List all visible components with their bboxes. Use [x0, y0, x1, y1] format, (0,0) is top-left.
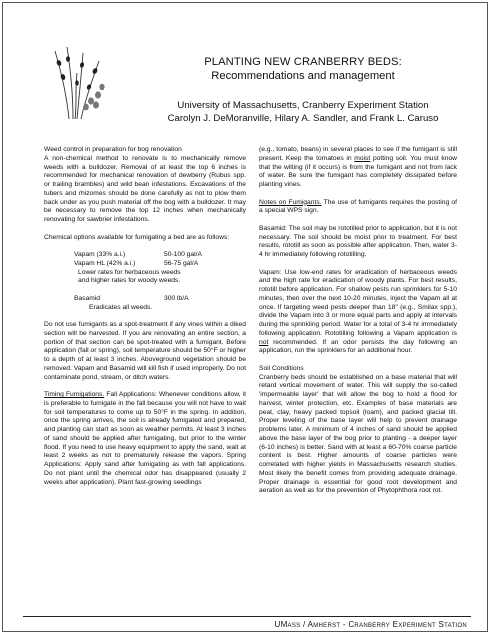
emphasis-moist: moist	[354, 154, 371, 162]
chemical-name: Vapam (33% a.i.)	[74, 251, 126, 259]
footer-text: UMass / Amherst - Cranberry Experiment Station	[274, 620, 467, 629]
section-heading-soil-conditions: Soil Conditions	[259, 364, 304, 372]
notes-label: Notes on Fumigants.	[259, 198, 322, 206]
emphasis-not: not	[259, 338, 269, 346]
paragraph-continued	[259, 146, 457, 190]
notes-text: The use of fumigants requires the posting of a special WPS sign.	[259, 198, 458, 215]
authors: Carolyn J. DeMoranville, Hilary A. Sandler, and Frank L. Caruso	[167, 113, 439, 124]
chemical-rate: 56-75 gal/A	[164, 259, 199, 267]
text-run: recommended. If an odor persists the day following an application, run the sprinklers for an additional hour.	[259, 338, 457, 355]
title-block	[138, 55, 468, 83]
timing-label: Timing Fumigations.	[44, 391, 105, 399]
paragraph-basamid: Basamid: The soil may be rototilled prior to application, but it is not necessary. The soil should be moist prior to treatment. For best results, rototill as soon as possible after application. Then, water 3-4 hr immediately following rototilling.	[259, 224, 457, 259]
section-heading-weed-control: Weed control in preparation for bog renovation	[44, 146, 182, 153]
chemical-note: Eradicates all weeds.	[89, 303, 153, 311]
chemical-name: Vapam HL (42% a.i.)	[74, 259, 136, 267]
paragraph-notes-fumigants	[259, 199, 457, 217]
right-column	[259, 146, 457, 505]
paragraph-soil-conditions: Cranberry beds should be established on a base material that will retard vertical movement of water. This will supply the so-called 'impermeable layer' that will allow the bog to hold a flood for harvest, winter protection, etc. Examples of base materials are peat, clay, heavy packed topsoil (loam), and packed glacial till. Proper leveling of the base layer will help to prevent drainage problems later. A minimum of 4 inches of sand should be applied above the base layer of the bog prior to planting - a deeper layer (6-10 inches) is better. Sand with at least a 60-70% coarse particle content is best. Higher amounts of coarse particles were correlated with higher yields in Massachusetts research studies. Most likely the benefit comes from providing adequate drainage. Proper drainage is essential for good root development and aeration as well as for the prevention of Phytophthora root rot.	[259, 373, 457, 495]
institution: University of Massachusetts, Cranberry Experiment Station	[177, 100, 429, 111]
paragraph-weed-control: A non-chemical method to renovate is to mechanically remove weeds with a bulldozer. Removal of at least the top 6 inches is recommended for mechanical renovation of dewberry (Rubus spp. or trailing brambles) and wild bean infestations. Excavations of the tubers and rhizomes should be done carefully as not to plow them back under as you push material off the bog with a bulldozer. It may be necessary to remove the top 12 inches when mechanically renovating for sawbrier infestations.	[44, 154, 246, 223]
text-run: (e.g., tomato, beans) in several places to see if the fumigant is still present. Keep the tomatoes in	[259, 146, 457, 162]
paragraph-spot-treatment: Do not use fumigants as a spot-treatment if any vines within a diked section will be harvested. If you are renovating an entire section, a portion of that section can be spot-treated with a fumigant. Before application (fall or spring), soil temperature should be 50°F or higher to a depth of at least 3 inches. Aboveground vegetation should be removed. Vapam and Basamid will kill fish if used improperly. Do not contaminate pond, stream, or ditch waters.	[44, 321, 246, 381]
chemical-note: Lower rates for herbaceous weeds	[78, 268, 181, 276]
text-run: potting soil. You must know that the wilting (if it occurs) is from the fumigant and not from lack of water. Be sure the fumigant has completely dissipated before planting vines.	[259, 154, 457, 188]
chemical-row	[44, 251, 246, 260]
timing-text: Fall Applications: Whenever conditions allow, it is preferable to fumigate in the fall because you will not have to wait for soil temperatures to come up to 50°F in the spring. In addition, once the spring arrives, the soil is already fumigated and prepared, and planting can start as soon as weather permits. At least 3 inches of sand should be applied after fumigating, but prior to the winter flood. If you need to use heavy equipment to apply the sand, wait at least 2 weeks as not to prematurely release the vapors. Spring Applications: Apply sand after fumigating as with fall applications. Do not plant until the chemical odor has disappeared (usually 2 weeks after application). Plant fast-growing seedlings	[44, 391, 246, 486]
chemical-rate: 50-100 gal/A	[164, 251, 202, 259]
document-subtitle: Recommendations and management	[211, 70, 395, 82]
chemical-note: and higher rates for woody weeds.	[78, 277, 181, 285]
cranberry-plant-logo	[51, 43, 111, 121]
footer-divider	[23, 616, 471, 617]
paragraph-vapam	[259, 269, 457, 357]
left-column	[44, 146, 246, 496]
paragraph-chemical-intro: Chemical options available for fumigating a bed are as follows:	[44, 233, 230, 241]
text-run: Vapam: Use low-end rates for eradication of herbaceous weeds and the high rate for eradication of woody plants. For best results, rototill before application. For shallow pests run sprinklers for 5-10 minutes, then over the next 10-20 minutes, inject the Vapam all at once. If targeting weed pests deeper than 18" (e.g., Smilax spp.), divide the Vapam into 3 or more equal parts and apply at intervals during the sprinkling period. Water for a total of 3-4 hr immediately following application. Rototilling following a Vapam application is	[259, 268, 457, 337]
paragraph-timing	[44, 391, 246, 487]
chemical-row	[44, 260, 246, 269]
chemical-options-list	[44, 251, 246, 312]
chemical-name: Basamid	[74, 294, 101, 302]
chemical-row	[44, 295, 246, 304]
page	[2, 2, 488, 632]
chemical-rate: 300 lb/A	[164, 294, 189, 302]
affiliation	[143, 99, 463, 125]
document-title: PLANTING NEW CRANBERRY BEDS:	[204, 56, 402, 68]
